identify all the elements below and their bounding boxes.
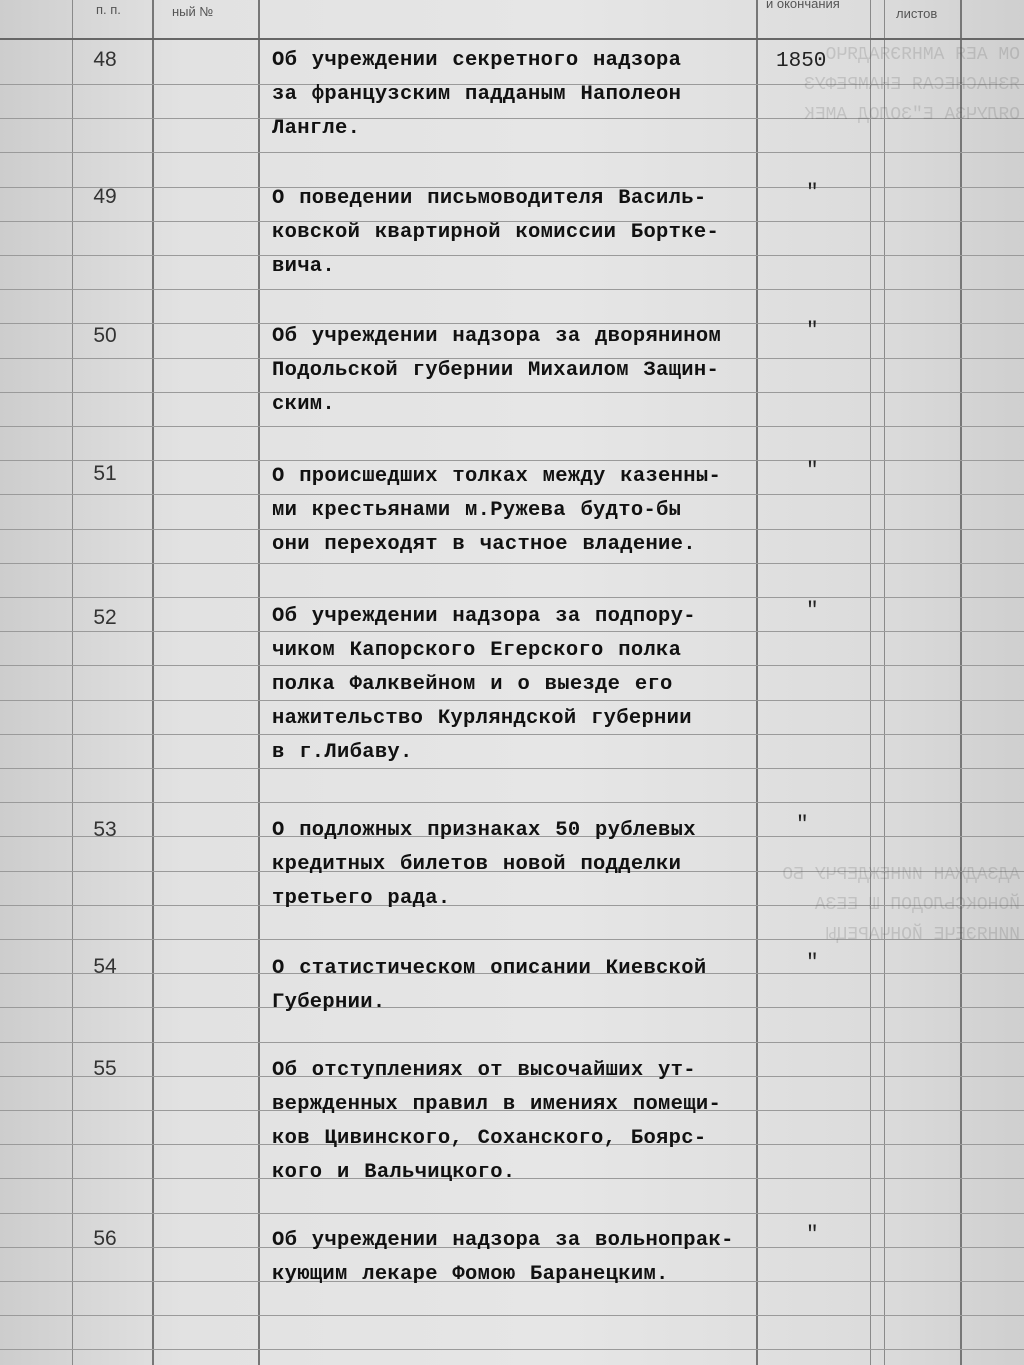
entry-year: ": [806, 1224, 819, 1247]
header-archive-label: ный №: [172, 4, 214, 19]
ruled-line: [0, 563, 1024, 564]
header-sheets-label: листов: [896, 6, 938, 21]
column-rule: [870, 0, 871, 1365]
header-dates-label: и окончания: [766, 0, 840, 11]
entry-text: Об учреждении секретного надзора за французским падданым Наполеон Лангле.: [272, 49, 682, 140]
entry-text: Об учреждении надзора за дворянином Подольской губернии Михаилом Защин- ским.: [272, 325, 722, 416]
entry-year: ": [806, 460, 819, 483]
entry-number: 49: [93, 185, 117, 208]
entry-text: О происшедших толках между казенны- ми крестьянами м.Ружева будто-бы они переходят в частное владение.: [272, 465, 722, 556]
entry-number: 50: [93, 324, 117, 347]
column-rule: [258, 0, 260, 1365]
entry-year: ": [806, 600, 819, 623]
entry-number: 55: [93, 1057, 117, 1080]
entry-number: 53: [93, 818, 117, 841]
column-rule: [152, 0, 154, 1365]
header-number-label: п. п.: [96, 2, 121, 17]
ruled-line: [0, 597, 1024, 598]
ruled-line: [0, 426, 1024, 427]
entry-text: Об учреждении надзора за подпору- чиком Капорского Егерского полка полка Фалквейном и о выезде его нажительство Курляндской губернии в г.Либаву.: [272, 605, 696, 764]
entry-number: 56: [93, 1227, 117, 1250]
entry-year: ": [806, 320, 819, 343]
entry-number: 51: [93, 462, 117, 485]
ruled-line: [0, 1315, 1024, 1316]
entry-year: ": [806, 952, 819, 975]
entry-year: ": [806, 182, 819, 205]
bleed-through-text: АДЗАДЖАН ИИНЕЖДЕРЧУ БО ЙОНОКСЬЛОДОП Ш ЕЕЗА ИИНЯЭЕЧЕ ЙОНЧАРЕЦЫ: [782, 865, 1020, 945]
bleed-through-text: ОМ АЕЯ АМНЯЭЯАДЯЧО ЯЗНАСНЕСАЯ ЕНАМРЕФУЗ ОЯЛУЧЗА Е"ЗОЛОД АМЕК: [803, 45, 1020, 125]
entry-text: О статистическом описании Киевской Губернии.: [272, 957, 707, 1014]
ruled-line: [0, 1042, 1024, 1043]
entry-text: О поведении письмоводителя Василь- ковской квартирной комиссии Бортке- вича.: [272, 187, 720, 278]
entry-number: 52: [93, 606, 117, 629]
entry-number: 54: [93, 955, 117, 978]
entry-year: ": [796, 814, 809, 837]
entry-text: О подложных признаках 50 рублевых кредитных билетов новой подделки третьего рада.: [272, 819, 696, 910]
ruled-line: [0, 802, 1024, 803]
entry-text: Об отступлениях от высочайших ут- вержденных правил в имениях помещи- ков Цивинского, Соханского, Боярс- кого и Вальчицкого.: [272, 1059, 722, 1184]
column-rule: [884, 0, 885, 1365]
column-rule: [960, 0, 962, 1365]
ruled-line: [0, 289, 1024, 290]
entry-year: 1850: [776, 50, 827, 73]
ruled-line: [0, 1349, 1024, 1350]
ruled-line: [0, 152, 1024, 153]
entry-number: 48: [93, 48, 117, 71]
entry-text: Об учреждении надзора за вольнопрак- кующим лекаре Фомою Баранецким.: [272, 1229, 734, 1286]
ruled-line: [0, 1213, 1024, 1214]
